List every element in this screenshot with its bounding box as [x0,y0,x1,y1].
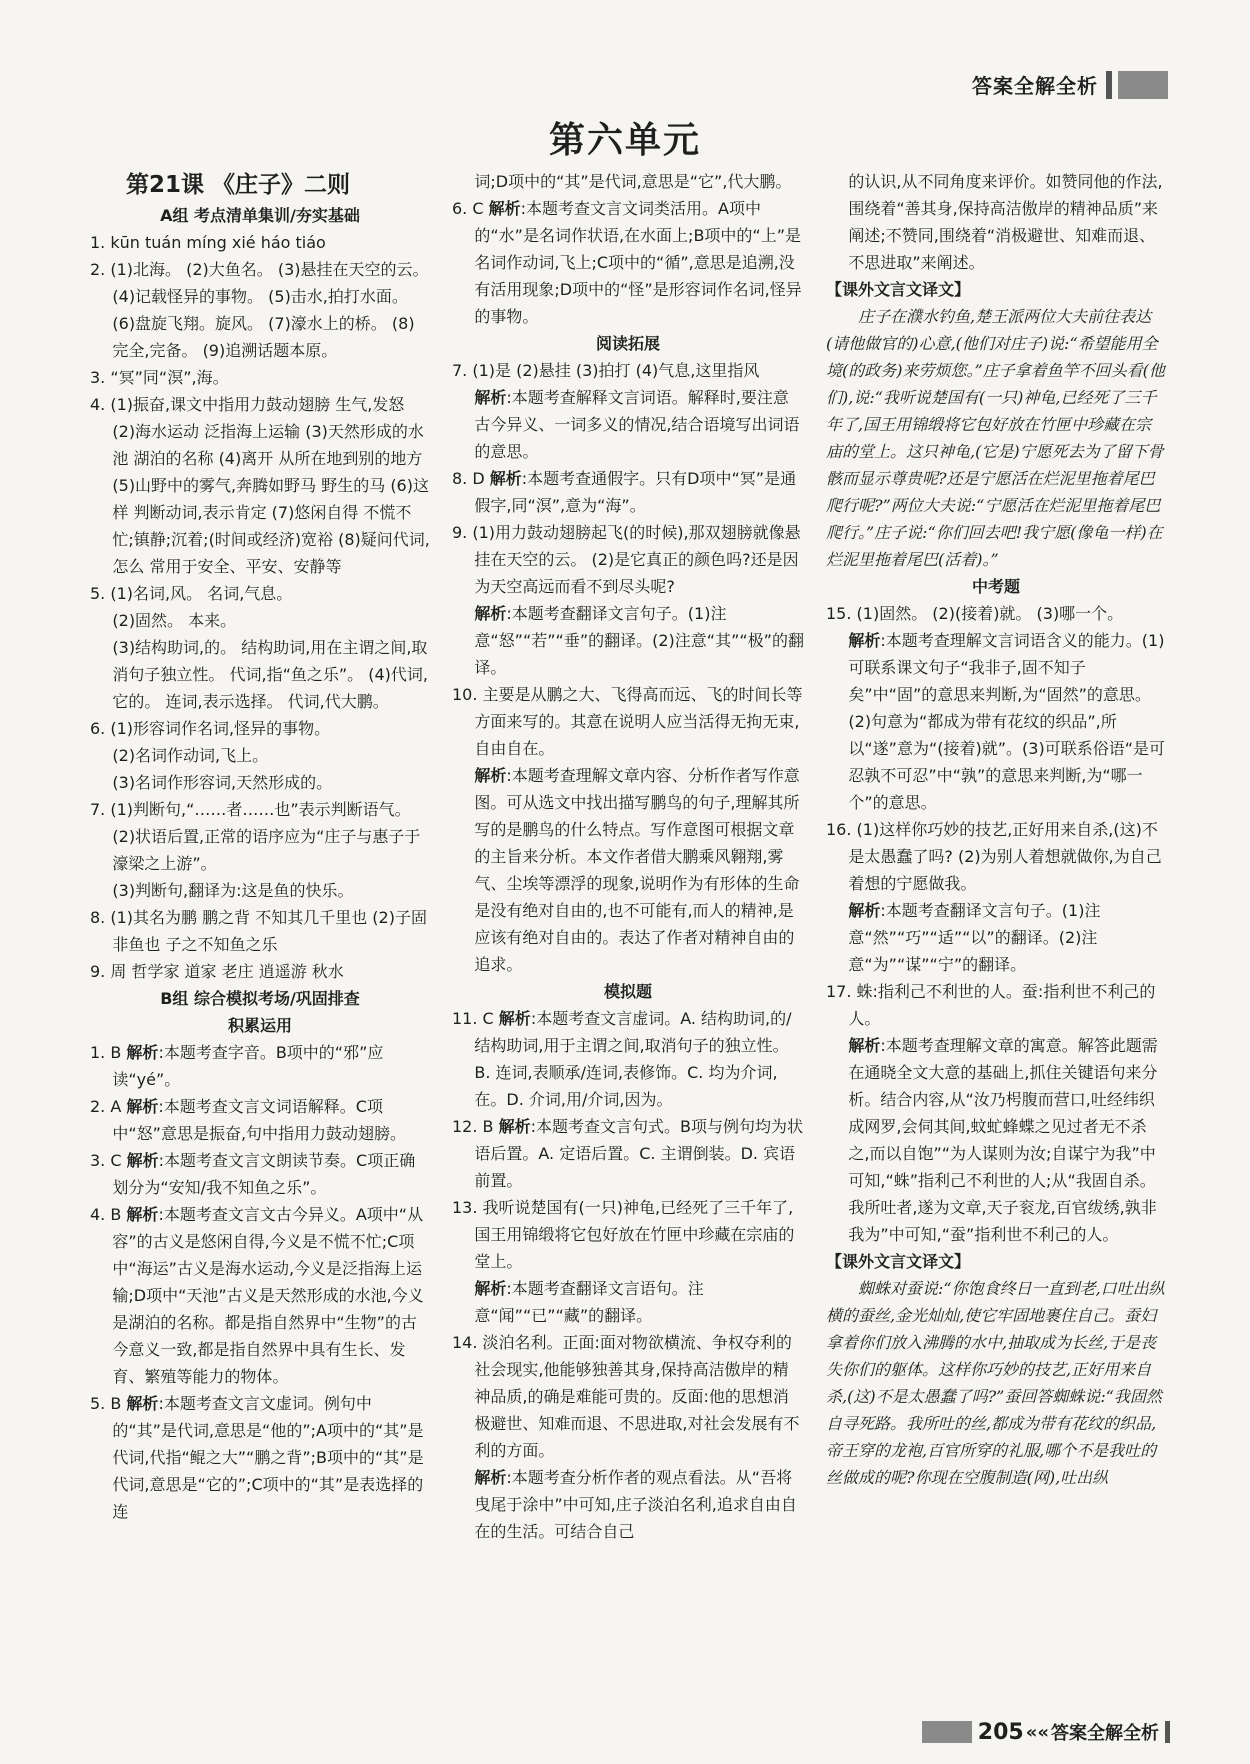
answer-item: 9. 周 哲学家 道家 老庄 逍遥游 秋水 [90,962,344,981]
answer-item: 13. 我听说楚国有(一只)神龟,已经死了三千年了,国王用锦缎将它包好放在竹匣中珍藏在宗庙的堂上。 [452,1198,795,1271]
answer-continuation: (2)固然。 本来。 [112,611,237,630]
analysis: 解析:本题考查理解文章内容、分析作者写作意图。可从选文中找出描写鹏鸟的句子,理解其所写的是鹏鸟的什么特点。写作意图可根据文章的主旨来分析。本文作者借大鹏乘风翱翔,雾气、尘埃等漂浮的现象,说明作为有形体的生命是没有绝对自由的,也不可能有,而人的精神,是应该有绝对自由的。表达了作者对精神自由的追求。 [474,766,800,974]
column-2 [452,168,804,1545]
answer-item: 1. B 解析:本题考查字音。B项中的“邪”应读“yé”。 [90,1043,384,1089]
answer-item: 15. (1)固然。 (2)(接着)就。 (3)哪一个。 [826,604,1124,623]
lesson-title: 第21课 《庄子》二则 [126,172,351,198]
page-header [972,70,1168,99]
footer-block [922,1721,972,1743]
answer-item: 6. C 解析:本题考查文言文词类活用。A项中的“水”是名词作状语,在水面上;B项中的“上”是名词作动词,飞上;C项中的“循”,意思是追溯,没有活用现象;D项中的“怪”是形容词作名词,怪异的事物。 [452,199,802,326]
answer-item: 1. kūn tuán míng xié háo tiáo [90,233,326,252]
analysis: 解析:本题考查翻译文言句子。(1)注意“怒”“若”“垂”的翻译。(2)注意“其”“极”的翻译。 [474,604,804,677]
section-b-subtitle: 积累运用 [227,1016,292,1035]
column-1 [90,168,430,1525]
answer-item: 4. (1)振奋,课文中指用力鼓动翅膀 生气,发怒 (2)海水运动 泛指海上运输 (3)天然形成的水池 湖泊的名称 (4)离开 从所在地到别的地方 (5)山野中的雾气,奔腾如野马 野生的马 (6)这样 判断动词,表示肯定 (7)悠闲自得 不慌不忙;镇静;沉着;(时间或经济)宽裕 (8)疑问代词,怎么 常用于安全、平安、安静等 [90,395,430,576]
answer-continuation: (3)名词作形容词,天然形成的。 [112,773,333,792]
answer-item: 9. (1)用力鼓动翅膀起飞(的时候),那双翅膀就像悬挂在天空的云。 (2)是它真正的颜色吗?还是因为天空高远而看不到尽头呢? [452,523,801,596]
section-a-title: A组 考点清单集训/夯实基础 [160,206,360,225]
answer-item: 14. 淡泊名利。正面:面对物欲横流、争权夺利的社会现实,他能够独善其身,保持高洁傲岸的精神品质,的确是难能可贵的。反面:他的思想消极避世、知难而退、不思进取,对社会发展有不利的方面。 [452,1333,800,1460]
header-bar [1106,71,1112,99]
answer-continuation: 的认识,从不同角度来评价。如赞同他的作法,围绕着“善其身,保持高洁傲岸的精神品质”来阐述;不赞同,围绕着“消极避世、知难而退、不思进取”来阐述。 [848,172,1163,272]
footer-bar [1165,1721,1170,1743]
analysis: 解析:本题考查分析作者的观点看法。从“吾将曳尾于涂中”中可知,庄子淡泊名利,追求自由自在的生活。可结合自己 [474,1468,797,1541]
page-number: 205 [977,1719,1024,1745]
analysis: 解析:本题考查翻译文言句子。(1)注意“然”“巧”“适”“以”的翻译。(2)注意“为”“谋”“宁”的翻译。 [848,901,1101,974]
translation-text: 庄子在濮水钓鱼,楚王派两位大夫前往表达(请他做官的)心意,(他们对庄子)说:“希望能用全境(的政务)来劳烦您。”庄子拿着鱼竿不回头看(他们),说:“我听说楚国有(一只)神龟,已经死了三千年了,国王用锦缎将它包好放在竹匣中珍藏在宗庙的堂上。这只神龟,(它是)宁愿死去为了留下骨骸而显示尊贵呢?还是宁愿活在烂泥里拖着尾巴爬行呢?”两位大夫说:“宁愿活在烂泥里拖着尾巴爬行。”庄子说:“你们回去吧!我宁愿(像龟一样)在烂泥里拖着尾巴(活着)。” [826,307,1165,569]
answer-item: 7. (1)判断句,“……者……也”表示判断语气。 [90,800,411,819]
answer-item: 2. (1)北海。 (2)大鱼名。 (3)悬挂在天空的云。 (4)记载怪异的事物。 (5)击水,拍打水面。 (6)盘旋飞翔。旋风。 (7)濠水上的桥。 (8)完全,完备。 (9)追溯话题本原。 [90,260,429,360]
analysis: 解析:本题考查理解文章的寓意。解答此题需在通晓全文大意的基础上,抓住关键语句来分析。结合内容,从“汝乃枵腹而营口,吐经纬织成网罗,会伺其间,蚊虻蜂蝶之见过者无不杀之,而以自饱”“为人谋则为汝;自谋宁为我”中可知,“蛛”指利己不利世的人;从“我固自杀。我所吐者,遂为文章,天子衮龙,百官绂绣,孰非我为”中可知,“蚕”指利世不利己的人。 [848,1036,1158,1244]
reading-section-title: 阅读拓展 [595,334,660,353]
column-3 [826,168,1166,1491]
page-footer [922,1719,1170,1745]
answer-item: 17. 蛛:指利己不利世的人。蚕:指利世不利己的人。 [826,982,1156,1028]
translation-text: 蜘蛛对蚕说:“你饱食终日一直到老,口吐出纵横的蚕丝,金光灿灿,使它牢固地裹住自己。蚕妇拿着你们放入沸腾的水中,抽取成为长丝,于是丧失你们的躯体。这样你巧妙的技艺,正好用来自杀,(这)不是太愚蠢了吗?”蚕回答蜘蛛说:“我固然自寻死路。我所吐的丝,都成为带有花纹的织品,帝王穿的龙袍,百官所穿的礼服,哪个不是我吐的丝做成的呢?你现在空腹制造(网),吐出纵 [826,1279,1165,1487]
footer-title: 答案全解全析 [1051,1723,1159,1744]
answer-item: 4. B 解析:本题考查文言文古今异义。A项中“从容”的古义是悠闲自得,今义是不慌不忙;C项中“海运”古义是海水运动,今义是泛指海上运输;D项中“天池”古义是天然形成的水池,今义是湖泊的名称。都是指自然界中“生物”的古今意义一致,都是指自然界中具有生长、发育、繁殖等能力的物体。 [90,1205,424,1386]
answer-item: 3. C 解析:本题考查文言文朗读节奏。C项正确划分为“安知/我不知鱼之乐”。 [90,1151,416,1197]
answer-continuation: (2)名词作动词,飞上。 [112,746,269,765]
answer-item: 6. (1)形容词作名词,怪异的事物。 [90,719,331,738]
analysis: 解析:本题考查解释文言词语。解释时,要注意古今异义、一词多义的情况,结合语境写出词语的意思。 [474,388,800,461]
answer-item: 8. D 解析:本题考查通假字。只有D项中“冥”是通假字,同“溟”,意为“海”。 [452,469,797,515]
answer-item: 12. B 解析:本题考查文言句式。B项与例句均为状语后置。A. 定语后置。C. 主谓倒装。D. 宾语前置。 [452,1117,803,1190]
translation-title: 【课外文言文译文】 [826,1252,971,1271]
answer-continuation: (3)结构助词,的。 结构助词,用在主谓之间,取消句子独立性。 代词,指“鱼之乐”。 (4)代词,它的。 连词,表示选择。 代词,代大鹏。 [112,638,428,711]
mock-section-title: 模拟题 [603,982,652,1001]
answer-item: 2. A 解析:本题考查文言文词语解释。C项中“怒”意思是振奋,句中指用力鼓动翅膀。 [90,1097,407,1143]
answer-item: 3. “冥”同“溟”,海。 [90,368,229,387]
exam-section-title: 中考题 [971,577,1020,596]
translation-title: 【课外文言文译文】 [826,280,971,299]
answer-item: 16. (1)这样你巧妙的技艺,正好用来自杀,(这)不是太愚蠢了吗? (2)为别人着想就做你,为自己着想的宁愿做我。 [826,820,1162,893]
answer-item: 7. (1)是 (2)悬挂 (3)拍打 (4)气息,这里指风 [452,361,760,380]
answer-continuation: (2)状语后置,正常的语序应为“庄子与惠子于濠梁之上游”。 [112,827,421,873]
double-chevron-left-icon: «« [1025,1721,1049,1743]
answer-item: 8. (1)其名为鹏 鹏之背 不知其几千里也 (2)子固非鱼也 子之不知鱼之乐 [90,908,427,954]
header-title: 答案全解全析 [972,74,1098,98]
answer-item: 11. C 解析:本题考查文言虚词。A. 结构助词,的/结构助词,用于主谓之间,取消句子的独立性。B. 连词,表顺承/连词,表修饰。C. 均为介词,在。D. 介词,用/介词,因为。 [452,1009,792,1109]
analysis: 解析:本题考查理解文言词语含义的能力。(1)可联系课文句子“我非子,固不知子矣”中“固”的意思来判断,为“固然”的意思。(2)句意为“都成为带有花纹的织品”,所以“遂”意为“(接着)就”。(3)可联系俗语“是可忍孰不可忍”中“孰”的意思来判断,为“哪一个”的意思。 [848,631,1165,812]
answer-item: 5. B 解析:本题考查文言文虚词。例句中的“其”是代词,意思是“他的”;A项中的“其”是代词,代指“鲲之大”“鹏之背”;B项中的“其”是代词,意思是“它的”;C项中的“其”是表选择的连 [90,1394,424,1521]
answer-item: 10. 主要是从鹏之大、飞得高而远、飞的时间长等方面来写的。其意在说明人应当活得无拘无束,自由自在。 [452,685,803,758]
header-block [1118,71,1168,99]
section-b-title: B组 综合模拟考场/巩固排查 [160,989,360,1008]
unit-title: 第六单元 [548,120,701,161]
answer-continuation: 词;D项中的“其”是代词,意思是“它”,代大鹏。 [474,172,792,191]
answer-continuation: (3)判断句,翻译为:这是鱼的快乐。 [112,881,354,900]
analysis: 解析:本题考查翻译文言语句。注意“闻”“已”“藏”的翻译。 [474,1279,704,1325]
answer-item: 5. (1)名词,风。 名词,气息。 [90,584,293,603]
